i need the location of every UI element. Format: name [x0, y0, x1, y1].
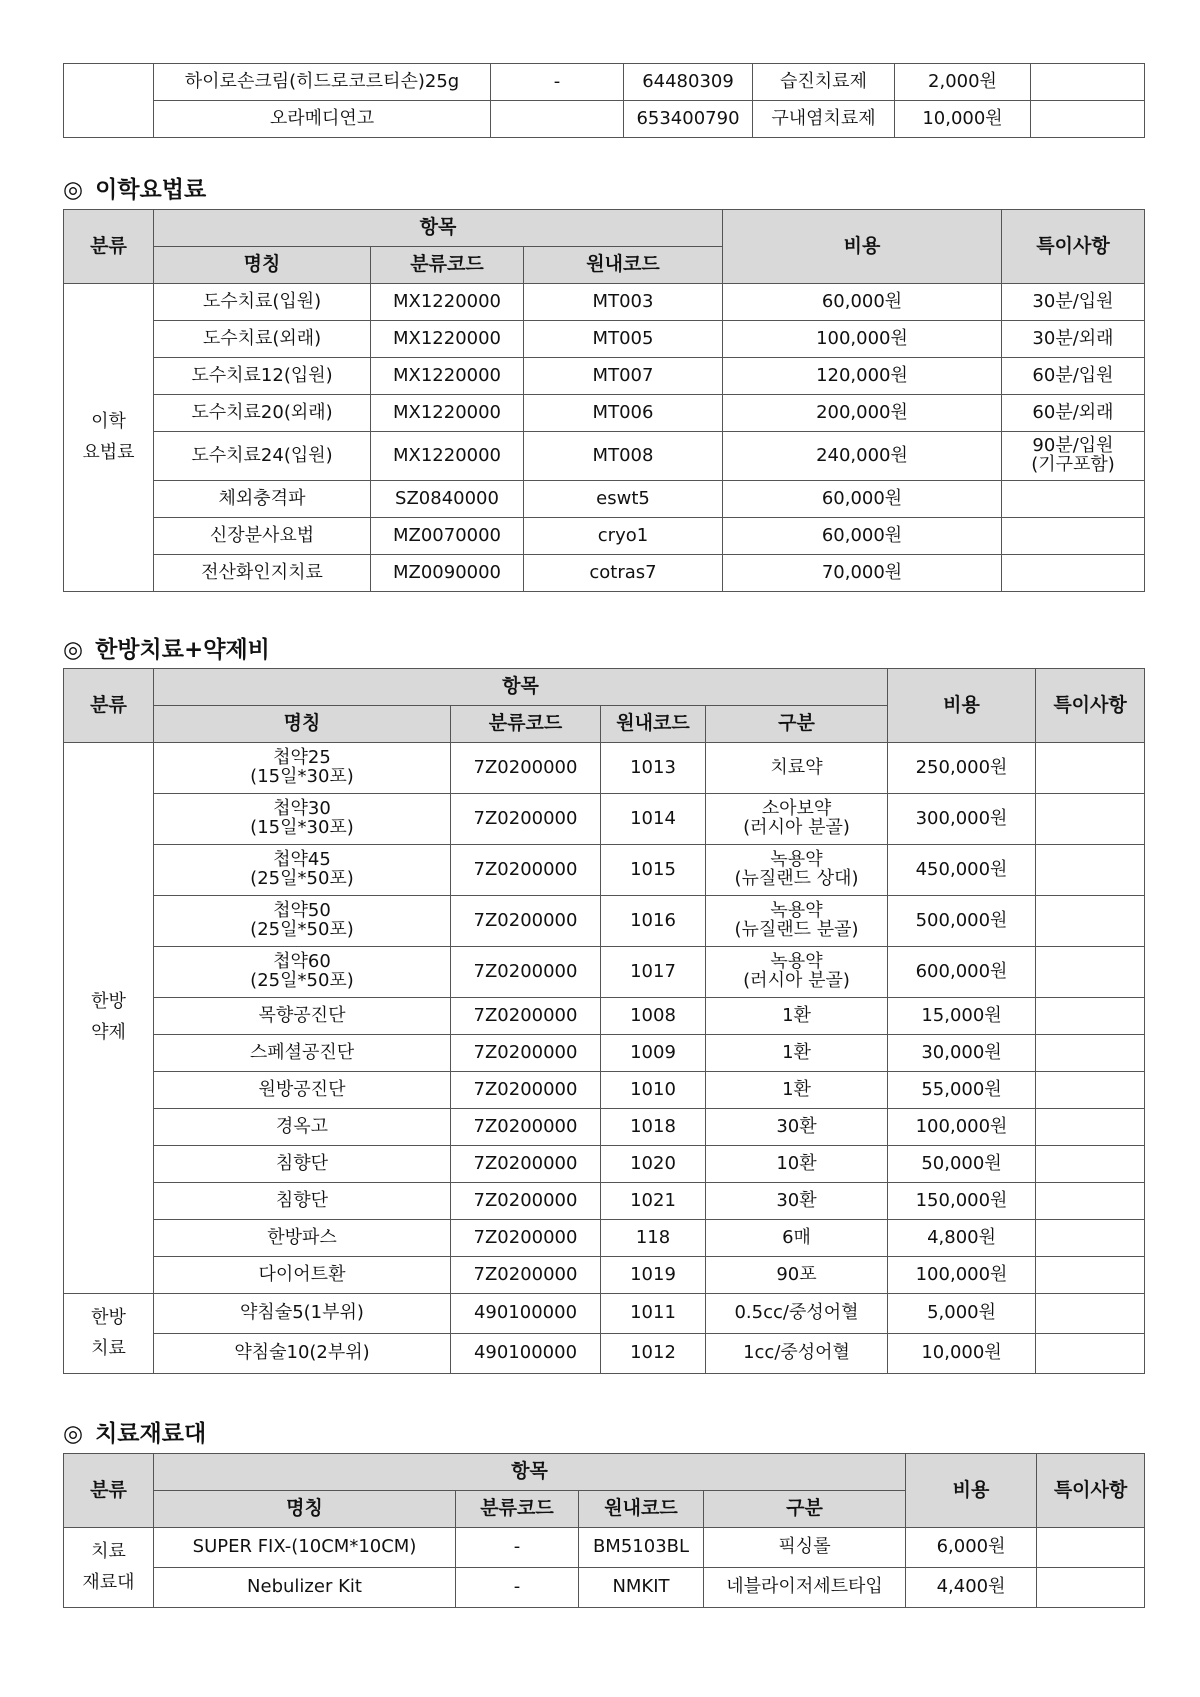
item-name: 첩약60 (25일*50포): [154, 947, 451, 998]
table-row: [64, 896, 1145, 947]
item-cost: 55,000원: [888, 1072, 1036, 1109]
table-row: [64, 358, 1145, 395]
item-name: 원방공진단: [154, 1072, 451, 1109]
header-note: 특이사항: [1037, 1454, 1145, 1528]
item-cost: 10,000원: [895, 101, 1031, 138]
table-row: [64, 1146, 1145, 1183]
item-note: 90분/입원 (기구포함): [1002, 432, 1145, 481]
table-row: [64, 555, 1145, 592]
internal-code: 1008: [601, 998, 706, 1035]
item-note: [1036, 743, 1145, 794]
category-cell: 한방 약제: [64, 743, 154, 1294]
item-name: 목향공진단: [154, 998, 451, 1035]
item-note: [1036, 1183, 1145, 1220]
section-marker-icon: ◎: [63, 637, 84, 663]
category-code: 7Z0200000: [451, 794, 601, 845]
item-type: 소아보약 (러시아 분골): [706, 794, 888, 845]
category-code: -: [491, 64, 624, 101]
category-code: 7Z0200000: [451, 1183, 601, 1220]
internal-code: MT003: [524, 284, 723, 321]
category-code: 7Z0200000: [451, 1072, 601, 1109]
table-row: [64, 1257, 1145, 1294]
item-name: 체외충격파: [154, 481, 371, 518]
item-type: 1환: [706, 998, 888, 1035]
item-note: [1036, 896, 1145, 947]
item-name: Nebulizer Kit: [154, 1568, 456, 1608]
table-row: [64, 1183, 1145, 1220]
category-code: 490100000: [451, 1334, 601, 1374]
header-internal-code: 원내코드: [601, 706, 706, 743]
item-note: [1036, 998, 1145, 1035]
header-name: 명칭: [154, 706, 451, 743]
section-title: 이학요법료: [95, 177, 207, 203]
item-note: [1036, 1220, 1145, 1257]
header-internal-code: 원내코드: [524, 247, 723, 284]
item-cost: 60,000원: [723, 284, 1002, 321]
section-heading-treatment-materials: [63, 1415, 206, 1448]
internal-code: 1013: [601, 743, 706, 794]
category-code: MX1220000: [371, 432, 524, 481]
item-cost: 70,000원: [723, 555, 1002, 592]
item-name: 경옥고: [154, 1109, 451, 1146]
internal-code: 1018: [601, 1109, 706, 1146]
item-type: 픽싱롤: [704, 1528, 906, 1568]
header-type: 구분: [704, 1491, 906, 1528]
item-type: 습진치료제: [753, 64, 895, 101]
table-row: [64, 64, 1145, 101]
header-code: 분류코드: [371, 247, 524, 284]
category-code: MX1220000: [371, 395, 524, 432]
item-name: 오라메디연고: [154, 101, 491, 138]
category-code: 7Z0200000: [451, 1220, 601, 1257]
header-note: 특이사항: [1036, 669, 1145, 743]
header-cost: 비용: [723, 210, 1002, 284]
category-code: -: [456, 1528, 579, 1568]
category-code: [491, 101, 624, 138]
table-row: [64, 101, 1145, 138]
item-cost: 5,000원: [888, 1294, 1036, 1334]
internal-code: 1014: [601, 794, 706, 845]
item-name: 첩약45 (25일*50포): [154, 845, 451, 896]
item-name: 스페셜공진단: [154, 1035, 451, 1072]
item-note: [1002, 518, 1145, 555]
item-cost: 100,000원: [723, 321, 1002, 358]
header-type: 구분: [706, 706, 888, 743]
item-type: 녹용약 (뉴질랜드 상대): [706, 845, 888, 896]
item-name: 첩약30 (15일*30포): [154, 794, 451, 845]
internal-code: eswt5: [524, 481, 723, 518]
treatment-materials-table: [63, 1453, 1145, 1608]
section-heading-physical-therapy: [63, 171, 206, 204]
category-code: 7Z0200000: [451, 1109, 601, 1146]
header-item: 항목: [154, 210, 723, 247]
category-code: 7Z0200000: [451, 1035, 601, 1072]
internal-code: 1016: [601, 896, 706, 947]
item-type: 네블라이저세트타입: [704, 1568, 906, 1608]
item-cost: 6,000원: [906, 1528, 1037, 1568]
item-name: 침향단: [154, 1146, 451, 1183]
category-cell: 이학 요법료: [64, 284, 154, 592]
item-type: 구내염치료제: [753, 101, 895, 138]
category-code: -: [456, 1568, 579, 1608]
item-cost: 4,800원: [888, 1220, 1036, 1257]
item-name: SUPER FIX-(10CM*10CM): [154, 1528, 456, 1568]
internal-code: 1010: [601, 1072, 706, 1109]
header-name: 명칭: [154, 247, 371, 284]
internal-code: cryo1: [524, 518, 723, 555]
item-cost: 200,000원: [723, 395, 1002, 432]
item-cost: 500,000원: [888, 896, 1036, 947]
category-cell: [64, 64, 154, 138]
internal-code: 1019: [601, 1257, 706, 1294]
item-name: 하이로손크림(히드로코르티손)25g: [154, 64, 491, 101]
item-cost: 300,000원: [888, 794, 1036, 845]
internal-code: 1015: [601, 845, 706, 896]
prescription-drug-table: [63, 63, 1145, 138]
item-cost: 2,000원: [895, 64, 1031, 101]
internal-code: 653400790: [624, 101, 753, 138]
section-title: 치료재료대: [95, 1421, 207, 1447]
item-cost: 4,400원: [906, 1568, 1037, 1608]
category-code: 7Z0200000: [451, 845, 601, 896]
category-code: MX1220000: [371, 284, 524, 321]
category-code: 7Z0200000: [451, 896, 601, 947]
item-note: [1002, 555, 1145, 592]
item-name: 도수치료(입원): [154, 284, 371, 321]
internal-code: 118: [601, 1220, 706, 1257]
item-note: [1036, 1334, 1145, 1374]
item-name: 도수치료24(입원): [154, 432, 371, 481]
item-note: 30분/외래: [1002, 321, 1145, 358]
item-note: [1036, 1109, 1145, 1146]
item-note: [1036, 1294, 1145, 1334]
header-category: 분류: [64, 210, 154, 284]
item-note: [1037, 1568, 1145, 1608]
internal-code: BM5103BL: [579, 1528, 704, 1568]
item-type: 녹용약 (러시아 분골): [706, 947, 888, 998]
item-note: [1036, 1035, 1145, 1072]
physical-therapy-table: [63, 209, 1145, 592]
internal-code: 1012: [601, 1334, 706, 1374]
section-title: 한방치료+약제비: [95, 637, 270, 663]
item-type: 녹용약 (뉴질랜드 분골): [706, 896, 888, 947]
table-row: [64, 432, 1145, 481]
header-category: 분류: [64, 1454, 154, 1528]
table-row: [64, 845, 1145, 896]
internal-code: 1021: [601, 1183, 706, 1220]
section-heading-oriental-medicine: [63, 631, 270, 664]
item-cost: 120,000원: [723, 358, 1002, 395]
item-cost: 30,000원: [888, 1035, 1036, 1072]
item-name: 다이어트환: [154, 1257, 451, 1294]
item-name: 약침술10(2부위): [154, 1334, 451, 1374]
item-note: [1036, 794, 1145, 845]
internal-code: 1011: [601, 1294, 706, 1334]
internal-code: cotras7: [524, 555, 723, 592]
item-cost: 50,000원: [888, 1146, 1036, 1183]
category-code: 7Z0200000: [451, 947, 601, 998]
category-code: 490100000: [451, 1294, 601, 1334]
item-cost: 250,000원: [888, 743, 1036, 794]
internal-code: 1020: [601, 1146, 706, 1183]
internal-code: NMKIT: [579, 1568, 704, 1608]
header-category: 분류: [64, 669, 154, 743]
item-note: [1031, 64, 1145, 101]
category-code: 7Z0200000: [451, 743, 601, 794]
item-name: 도수치료(외래): [154, 321, 371, 358]
item-note: [1036, 1257, 1145, 1294]
table-row: [64, 284, 1145, 321]
category-code: MZ0070000: [371, 518, 524, 555]
table-row: [64, 1294, 1145, 1334]
item-cost: 150,000원: [888, 1183, 1036, 1220]
category-code: 7Z0200000: [451, 998, 601, 1035]
item-type: 90포: [706, 1257, 888, 1294]
item-type: 1환: [706, 1035, 888, 1072]
item-note: 60분/입원: [1002, 358, 1145, 395]
table-row: [64, 794, 1145, 845]
internal-code: 1009: [601, 1035, 706, 1072]
item-type: 30환: [706, 1109, 888, 1146]
category-cell: 한방 치료: [64, 1294, 154, 1374]
item-note: [1036, 1146, 1145, 1183]
item-cost: 60,000원: [723, 518, 1002, 555]
item-cost: 100,000원: [888, 1257, 1036, 1294]
item-type: 치료약: [706, 743, 888, 794]
item-type: 0.5cc/중성어혈: [706, 1294, 888, 1334]
header-cost: 비용: [906, 1454, 1037, 1528]
table-row: [64, 395, 1145, 432]
category-code: 7Z0200000: [451, 1257, 601, 1294]
table-row: [64, 743, 1145, 794]
category-code: 7Z0200000: [451, 1146, 601, 1183]
header-cost: 비용: [888, 669, 1036, 743]
item-type: 10환: [706, 1146, 888, 1183]
oriental-medicine-table: [63, 668, 1145, 1374]
table-row: [64, 481, 1145, 518]
item-note: [1036, 1072, 1145, 1109]
item-note: [1031, 101, 1145, 138]
table-row: [64, 518, 1145, 555]
item-note: 30분/입원: [1002, 284, 1145, 321]
header-name: 명칭: [154, 1491, 456, 1528]
item-name: 한방파스: [154, 1220, 451, 1257]
internal-code: MT005: [524, 321, 723, 358]
item-name: 침향단: [154, 1183, 451, 1220]
category-cell: 치료 재료대: [64, 1528, 154, 1608]
internal-code: MT007: [524, 358, 723, 395]
section-marker-icon: ◎: [63, 1421, 84, 1447]
internal-code: 64480309: [624, 64, 753, 101]
item-type: 1cc/중성어혈: [706, 1334, 888, 1374]
table-row: [64, 1568, 1145, 1608]
item-cost: 100,000원: [888, 1109, 1036, 1146]
header-note: 특이사항: [1002, 210, 1145, 284]
table-row: [64, 1035, 1145, 1072]
item-name: 신장분사요법: [154, 518, 371, 555]
item-cost: 450,000원: [888, 845, 1036, 896]
internal-code: MT008: [524, 432, 723, 481]
item-name: 도수치료20(외래): [154, 395, 371, 432]
section-marker-icon: ◎: [63, 177, 84, 203]
category-code: MX1220000: [371, 321, 524, 358]
item-cost: 600,000원: [888, 947, 1036, 998]
internal-code: 1017: [601, 947, 706, 998]
table-row: [64, 947, 1145, 998]
item-cost: 10,000원: [888, 1334, 1036, 1374]
header-code: 분류코드: [451, 706, 601, 743]
item-note: [1037, 1528, 1145, 1568]
table-row: [64, 1220, 1145, 1257]
table-row: [64, 1334, 1145, 1374]
table-row: [64, 1109, 1145, 1146]
header-item: 항목: [154, 1454, 906, 1491]
item-note: 60분/외래: [1002, 395, 1145, 432]
item-name: 약침술5(1부위): [154, 1294, 451, 1334]
item-name: 첩약50 (25일*50포): [154, 896, 451, 947]
header-item: 항목: [154, 669, 888, 706]
header-internal-code: 원내코드: [579, 1491, 704, 1528]
item-type: 1환: [706, 1072, 888, 1109]
category-code: MX1220000: [371, 358, 524, 395]
item-type: 30환: [706, 1183, 888, 1220]
table-row: [64, 1528, 1145, 1568]
item-type: 6매: [706, 1220, 888, 1257]
table-row: [64, 998, 1145, 1035]
internal-code: MT006: [524, 395, 723, 432]
item-note: [1002, 481, 1145, 518]
item-cost: 240,000원: [723, 432, 1002, 481]
item-cost: 60,000원: [723, 481, 1002, 518]
item-name: 첩약25 (15일*30포): [154, 743, 451, 794]
category-code: MZ0090000: [371, 555, 524, 592]
item-cost: 15,000원: [888, 998, 1036, 1035]
header-code: 분류코드: [456, 1491, 579, 1528]
item-note: [1036, 845, 1145, 896]
item-name: 도수치료12(입원): [154, 358, 371, 395]
table-row: [64, 321, 1145, 358]
item-name: 전산화인지치료: [154, 555, 371, 592]
table-row: [64, 1072, 1145, 1109]
category-code: SZ0840000: [371, 481, 524, 518]
item-note: [1036, 947, 1145, 998]
